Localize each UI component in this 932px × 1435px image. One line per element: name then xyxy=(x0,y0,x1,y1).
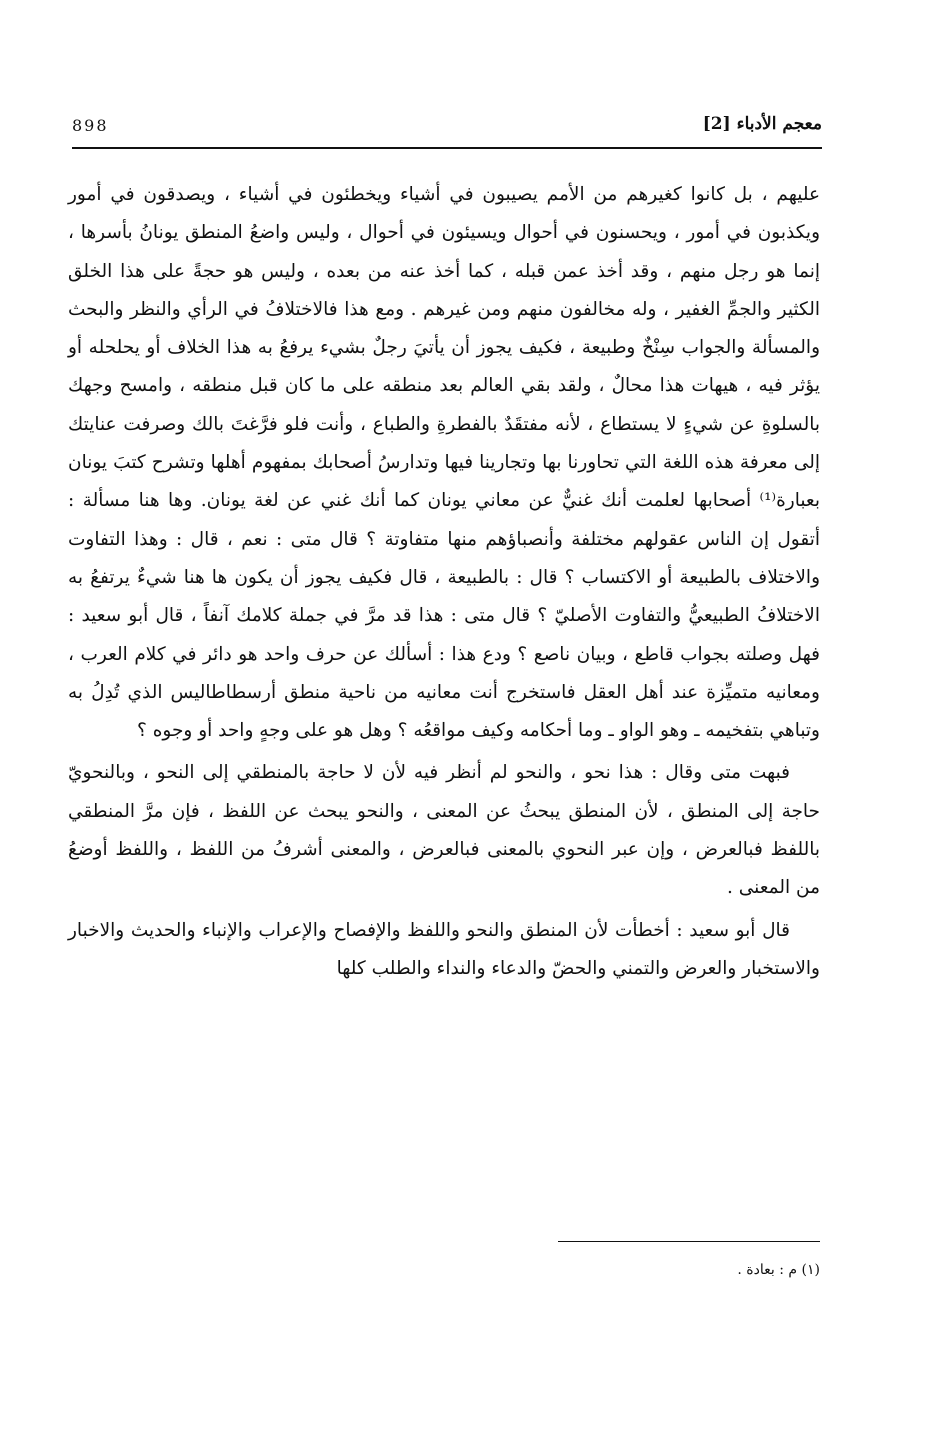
footnote: (١) م : بعادة . xyxy=(737,1262,820,1278)
body-text xyxy=(68,176,820,988)
header-rule xyxy=(72,147,822,149)
paragraph-1: عليهم ، بل كانوا كغيرهم من الأمم يصيبون في أشياء ويخطئون في أشياء ، ويصدقون في أمور ويكذبون في أمور ، ويحسنون في أحوال ويسيئون في أحوال ، وليس واضعُ المنطق يونانُ بأسرها ، إنما هو رجل منهم ، وقد أخذ عمن قبله ، كما أخذ عنه من بعده ، وليس هو حجةً على هذا الخلق الكثير والجمِّ الغفير ، وله مخالفون منهم ومن غيرهم . ومع هذا فالاختلافُ في الرأي والنظر والبحث والمسألة والجواب سِنْخٌ وطبيعة ، فكيف يجوز أن يأتيَ رجلٌ بشيء يرفعُ به هذا الخلاف أو يحلحله أو يؤثر فيه ، هيهات هذا محالٌ ، ولقد بقي العالم بعد منطقه على ما كان قبل منطقه ، وامسح وجهك بالسلوةِ عن شيءٍ لا يستطاع ، لأنه مفتقَدٌ بالفطرةِ والطباع ، وأنت فلو فرَّغتَ بالك وصرفت عنايتك إلى معرفة هذه اللغة التي تحاورنا بها وتجارينا فيها وتدارسُ أصحابك بمفهوم أهلها وتشرح كتبَ يونان بعبارة⁽¹⁾ أصحابها لعلمت أنك غنيٌّ عن معاني يونان كما أنك غني عن لغة يونان. وها هنا مسألة : أتقول إن الناس عقولهم مختلفة وأنصباؤهم منها متفاوتة ؟ قال متى : نعم ، قال : وهذا التفاوت والاختلاف بالطبيعة أو الاكتساب ؟ قال : بالطبيعة ، قال فكيف يجوز أن يكون ها هنا شيءٌ يرتفعُ به الاختلافُ الطبيعيُّ والتفاوت الأصليّ ؟ قال متى : هذا قد مرَّ في جملة كلامك آنفاً ، قال أبو سعيد : فهل وصلته بجواب قاطع ، وبيان ناصع ؟ ودع هذا : أسألك عن حرف واحد هو دائر في كلام العرب ، ومعانيه متميِّزة عند أهل العقل فاستخرج أنت معانيه من ناحية منطق أرسطاطاليس الذي تُدِلُ به وتباهي بتفخيمه ـ وهو الواو ـ وما أحكامه وكيف مواقعُه ؟ وهل هو على وجهٍ واحد أو وجوه ؟ xyxy=(68,184,820,742)
paragraph-2: فبهت متى وقال : هذا نحو ، والنحو لم أنظر فيه لأن لا حاجة بالمنطقي إلى النحو ، وبالنحويّ حاجة إلى المنطق ، لأن المنطق يبحثُ عن المعنى ، والنحو يبحث عن اللفظ ، فإن مرَّ المنطقي باللفظ فبالعرض ، وإن عبر النحوي بالمعنى فبالعرض ، والمعنى أشرفُ من اللفظ ، واللفظ أوضعُ من المعنى . xyxy=(68,762,820,899)
page-number: 898 xyxy=(72,116,109,135)
footnote-rule xyxy=(558,1241,820,1242)
paragraph-3: قال أبو سعيد : أخطأت لأن المنطق والنحو واللفظ والإفصاح والإعراب والإنباء والحديث والاخبار والاستخبار والعرض والتمني والحضّ والدعاء والنداء والطلب كلها xyxy=(68,919,820,979)
book-title: معجم الأدباء [2] xyxy=(702,114,822,134)
running-head xyxy=(72,108,822,144)
